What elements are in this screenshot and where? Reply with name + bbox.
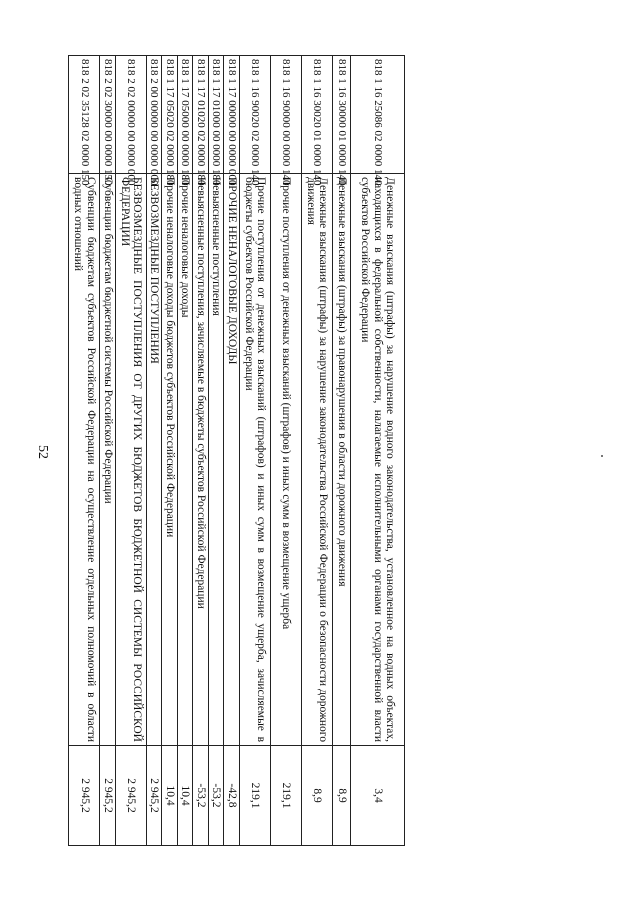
row-code: 818 2 02 35128 02 0000 150 <box>69 56 100 174</box>
row-code: 818 1 16 30000 01 0000 140 <box>333 56 351 174</box>
row-value: 2 945,2 <box>116 746 147 846</box>
table-row <box>193 56 209 846</box>
row-code: 818 1 17 00000 00 0000 000 <box>224 56 240 174</box>
row-code: 818 1 17 01000 00 0000 180 <box>209 56 225 174</box>
row-code: 818 1 17 05000 00 0000 180 <box>178 56 194 174</box>
row-description: Субвенции бюджетам субъектов Российской Федерации на осуществление отдельных полномочий в области водных отношений <box>69 174 100 746</box>
table-row <box>178 56 194 846</box>
row-value: 219,1 <box>240 746 271 846</box>
row-value: 2 945,2 <box>147 746 163 846</box>
rotated-table-sheet <box>65 55 405 845</box>
table-row <box>224 56 240 846</box>
row-value: 219,1 <box>271 746 302 846</box>
table-row <box>302 56 333 846</box>
table-row <box>162 56 178 846</box>
row-code: 818 1 16 25086 02 0000 140 <box>351 56 405 174</box>
row-value: 2 945,2 <box>69 746 100 846</box>
row-code: 818 1 16 90020 02 0000 140 <box>240 56 271 174</box>
row-value: 2 945,2 <box>100 746 116 846</box>
row-value: 3,4 <box>351 746 405 846</box>
row-description: Прочие поступления от денежных взысканий (штрафов) и иных сумм в возмещение ущерба, зачисляемые в бюджеты субъектов Российской Федерации <box>240 174 271 746</box>
page-number: 52 <box>35 445 50 459</box>
row-value: -53,2 <box>209 746 225 846</box>
row-description: Субвенции бюджетам бюджетной системы Российской Федерации <box>100 174 116 746</box>
row-code: 818 1 16 30020 01 0000 140 <box>302 56 333 174</box>
row-description: ПРОЧИЕ НЕНАЛОГОВЫЕ ДОХОДЫ <box>224 174 240 746</box>
table-row <box>271 56 302 846</box>
table-row <box>69 56 100 846</box>
row-value: 8,9 <box>302 746 333 846</box>
table-body <box>69 56 405 846</box>
table-row <box>100 56 116 846</box>
row-description: Денежные взыскания (штрафы) за нарушение законодательства Российской Федерации о безопасности дорожного движения <box>302 174 333 746</box>
row-description: Невыясненные поступления <box>209 174 225 746</box>
row-description: БЕЗВОЗМЕЗДНЫЕ ПОСТУПЛЕНИЯ ОТ ДРУГИХ БЮДЖЕТОВ БЮДЖЕТНОЙ СИСТЕМЫ РОССИЙСКОЙ ФЕДЕРАЦИИ <box>116 174 147 746</box>
row-code: 818 1 17 01020 02 0000 180 <box>193 56 209 174</box>
row-description: Денежные взыскания (штрафы) за нарушение водного законодательства, установленное на водных объектах, находящихся в федеральной собственности, налагаемые исполнительными органами государственной власти субъектов Российской Федерации <box>351 174 405 746</box>
row-description: Прочие поступления от денежных взысканий (штрафов) и иных сумм в возмещение ущерба <box>271 174 302 746</box>
row-value: -42,8 <box>224 746 240 846</box>
table-row <box>147 56 163 846</box>
table-row <box>240 56 271 846</box>
table-row <box>333 56 351 846</box>
row-description: Денежные взыскания (штрафы) за правонарушения в области дорожного движения <box>333 174 351 746</box>
row-description: Прочие неналоговые доходы бюджетов субъектов Российской Федерации <box>162 174 178 746</box>
row-code: 818 2 02 00000 00 0000 000 <box>116 56 147 174</box>
row-value: 10,4 <box>178 746 194 846</box>
table-row <box>116 56 147 846</box>
row-value: 10,4 <box>162 746 178 846</box>
revenue-table <box>69 55 406 846</box>
row-code: 818 1 16 90000 00 0000 140 <box>271 56 302 174</box>
table-row <box>351 56 405 846</box>
row-description: Невыясненные поступления, зачисляемые в бюджеты субъектов Российской Федерации <box>193 174 209 746</box>
row-value: -53,2 <box>193 746 209 846</box>
table-row <box>209 56 225 846</box>
row-description: БЕЗВОЗМЕЗДНЫЕ ПОСТУПЛЕНИЯ <box>147 174 163 746</box>
scan-speck <box>601 455 603 457</box>
row-code: 818 2 00 00000 00 0000 000 <box>147 56 163 174</box>
row-value: 8,9 <box>333 746 351 846</box>
row-code: 818 1 17 05020 02 0000 180 <box>162 56 178 174</box>
row-code: 818 2 02 30000 00 0000 150 <box>100 56 116 174</box>
row-description: Прочие неналоговые доходы <box>178 174 194 746</box>
